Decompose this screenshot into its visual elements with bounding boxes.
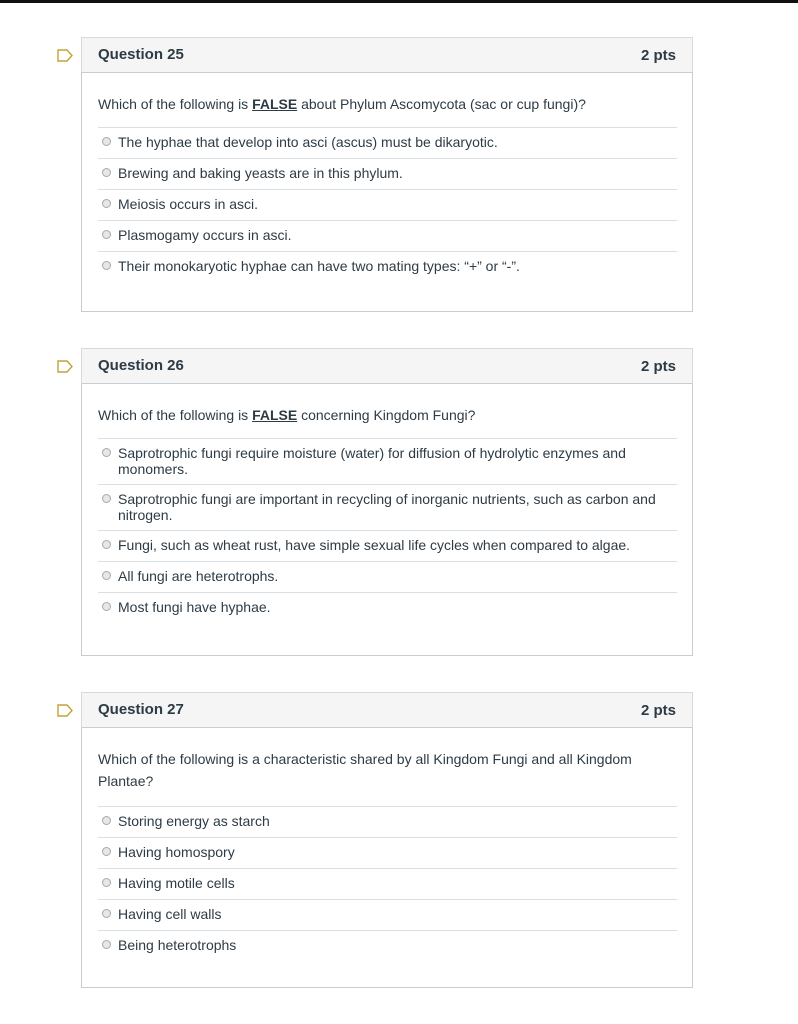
answer-option[interactable]: All fungi are heterotrophs. [98,562,677,593]
radio-button[interactable] [102,816,111,825]
question-header [81,692,693,728]
radio-button[interactable] [102,168,111,177]
radio-button[interactable] [102,448,111,457]
question-body [81,73,693,312]
answer-list [98,806,677,961]
radio-button[interactable] [102,602,111,611]
flag-question-icon[interactable] [57,49,73,62]
question-26 [81,348,693,656]
question-prompt: Which of the following is FALSE concerning Kingdom Fungi? [98,407,476,423]
flag-question-icon[interactable] [57,704,73,717]
answer-option[interactable]: The hyphae that develop into asci (ascus) must be dikaryotic. [98,128,677,159]
question-27 [81,692,693,988]
radio-button[interactable] [102,261,111,270]
prompt-emphasis: FALSE [252,96,298,112]
answer-option[interactable]: Meiosis occurs in asci. [98,190,677,221]
answer-option[interactable]: Most fungi have hyphae. [98,593,677,623]
question-title: Question 27 [98,701,184,718]
question-points: 2 pts [640,702,676,719]
answer-option[interactable]: Having homospory [98,838,677,869]
radio-button[interactable] [102,137,111,146]
question-body [81,384,693,656]
radio-button[interactable] [102,199,111,208]
radio-button[interactable] [102,909,111,918]
question-title: Question 26 [98,357,184,374]
answer-option[interactable]: Saprotrophic fungi are important in recycling of inorganic nutrients, such as carbon and nitrogen. [98,485,677,531]
answer-option[interactable]: Plasmogamy occurs in asci. [98,221,677,252]
answer-list [98,438,677,623]
answer-option[interactable]: Fungi, such as wheat rust, have simple sexual life cycles when compared to algae. [98,531,677,562]
top-border [0,0,798,3]
radio-button[interactable] [102,494,111,503]
question-points: 2 pts [640,358,676,375]
answer-option[interactable]: Brewing and baking yeasts are in this phylum. [98,159,677,190]
radio-button[interactable] [102,940,111,949]
radio-button[interactable] [102,878,111,887]
answer-option[interactable]: Their monokaryotic hyphae can have two mating types: “+” or “-”. [98,252,677,282]
question-header [81,37,693,73]
radio-button[interactable] [102,230,111,239]
question-header [81,348,693,384]
answer-option[interactable]: Having motile cells [98,869,677,900]
radio-button[interactable] [102,540,111,549]
question-body [81,728,693,988]
radio-button[interactable] [102,847,111,856]
question-title: Question 25 [98,46,184,63]
answer-option[interactable]: Being heterotrophs [98,931,677,961]
answer-option[interactable]: Having cell walls [98,900,677,931]
answer-option[interactable]: Saprotrophic fungi require moisture (water) for diffusion of hydrolytic enzymes and monomers. [98,439,677,485]
answer-list [98,127,677,282]
prompt-emphasis: FALSE [252,407,298,423]
answer-option[interactable]: Storing energy as starch [98,807,677,838]
radio-button[interactable] [102,571,111,580]
flag-question-icon[interactable] [57,360,73,373]
question-points: 2 pts [640,47,676,64]
question-prompt: Which of the following is FALSE about Phylum Ascomycota (sac or cup fungi)? [98,96,586,112]
question-prompt: Which of the following is a characteristic shared by all Kingdom Fungi and all Kingdom Plantae? [98,751,632,789]
question-25 [81,37,693,312]
